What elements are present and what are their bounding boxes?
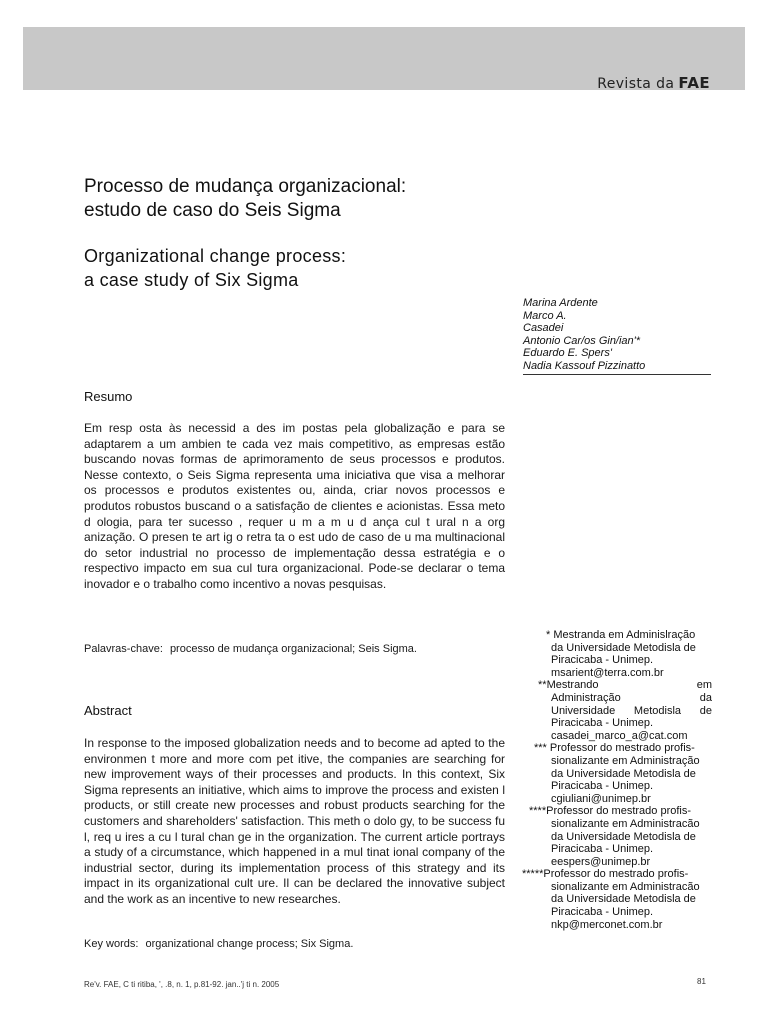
note-line: da Universidade Metodisla de: [551, 893, 696, 906]
note-mark: ***: [534, 742, 547, 755]
title-pt-line-2: estudo de caso do Seis Sigma: [84, 200, 341, 221]
note-line: Professor do mestrado profis-: [546, 805, 692, 818]
author-note: [522, 629, 712, 679]
author: Eduardo E. Spers': [523, 347, 612, 359]
note-line: da Universidade Metodisla de: [551, 641, 696, 654]
title-portuguese: [84, 175, 504, 223]
author-list: [523, 297, 711, 375]
keywords-label: Key words:: [84, 938, 139, 950]
note-line: sionalizante em Administracão: [551, 880, 700, 893]
author: Casadei: [523, 322, 564, 334]
note-email: cgiuliani@unimep.br: [551, 792, 651, 805]
resumo-text: Em resp osta às necessid a des im postas pela globalização e para se adaptarem a um ambien te cada vez mais competitivo, as empresas estão buscando novas formas de aprimoramento de seus processos e produtos. Nesse contexto, o Seis Sigma representa uma iniciativa que visa a melhorar os processos e produtos existentes ou, ainda, criar novos processos e produtos robustos buscand o a satisfação de clientes e acionistas. Essa meto d ologia, para ter sucesso , requer u m a m u d ança cul t ural n a org anização. O presen te art ig o retra ta o est udo de caso de u ma multinacional do setor industrial no processo de implementação dessa estratégia e o respectivo impacto em sua cul tura organizacional. Pode-se declarar o tema inovador e o trabalho como incentivo a novas pesquisas.: [84, 421, 505, 591]
note-email: eespers@unimep.br: [551, 855, 651, 868]
author: Marina Ardente: [523, 297, 598, 309]
abstract-text: In response to the imposed globalization needs and to become ad apted to the environmen t more and more com pet itive, the companies are searching for new improvement ways of their processes and products. In this context, Six Sigma represents an initiative, which aims to improve the process and existen l products, or still create new processes and robust products searching for the customers and shareholders' satisfaction. This meth o dolo gy, to be success fu l, req u ires a cu l tural chan ge in the organization. The current article portrays a study of a circumstance, which happened in a mul tinat ional company of the industrial sector, during its implementation process of this strategy and its impact in its organizational cult ure. Il can be declared the innovative subject and the work as an incentive to new researches.: [84, 736, 505, 906]
note-line: da Universidade Metodisla de: [551, 767, 696, 780]
keywords-value: processo de mudança organizacional; Seis Sigma.: [169, 643, 417, 655]
note-email: nkp@merconet.com.br: [551, 918, 663, 931]
footer-reference: Re'v. FAE, C ti ritiba, ', .8, n. 1, p.81-92. jan..'j ti n. 2005: [84, 980, 280, 989]
author-note: [522, 868, 712, 931]
page-number: 81: [697, 977, 706, 986]
author-note: [522, 679, 712, 742]
note-line: Professor do mestrado profis-: [549, 742, 695, 755]
author-notes: [522, 629, 712, 931]
keywords-label: Palavras-chave:: [84, 643, 163, 655]
note-mark: ****: [529, 805, 547, 818]
author-note: [522, 742, 712, 805]
note-line: sionalizante em Administracão: [551, 817, 700, 830]
note-line: Mestranda em Adminislração: [553, 629, 696, 641]
note-mark: **: [538, 679, 547, 692]
journal-prefix: Revista da: [597, 76, 675, 92]
note-line: Administração da: [551, 691, 712, 704]
note-line: Piracicaba - Unimep.: [551, 906, 654, 919]
note-line: Universidade Metodisla de: [551, 704, 712, 717]
note-line: Piracicaba - Unimep.: [551, 780, 654, 793]
author: Nadia Kassouf Pizzinatto: [523, 359, 646, 372]
note-line: sionalizante em Administração: [551, 754, 700, 767]
keywords-value: organizational change process; Six Sigma.: [145, 938, 354, 950]
author: Marco A.: [523, 309, 567, 322]
resumo-heading: Resumo: [84, 389, 133, 404]
title-english: [84, 244, 504, 292]
note-line: Piracicaba - Unimep.: [551, 843, 654, 856]
author: Antonio Car/os Gin/ian'*: [523, 334, 641, 347]
resumo-keywords: [84, 642, 505, 656]
journal-name: FAE: [678, 74, 710, 92]
journal-label: [597, 74, 710, 92]
note-line: Piracicaba - Unimep.: [551, 654, 654, 667]
title-pt-line-1: Processo de mudança organizacional:: [84, 176, 407, 197]
note-mark: *: [546, 629, 551, 641]
title-en-line-1: Organizational change process:: [84, 246, 347, 266]
abstract-heading: Abstract: [84, 703, 132, 718]
title-en-line-2: a case study of Six Sigma: [84, 270, 299, 290]
note-line: da Universidade Metodisla de: [551, 830, 696, 843]
note-line: Piracicaba - Unimep.: [551, 717, 654, 730]
abstract-keywords: [84, 937, 505, 951]
note-line: Mestrando em: [546, 679, 712, 692]
author-note: [522, 805, 712, 868]
note-mark: *****: [522, 868, 544, 881]
note-email: casadei_marco_a@cat.com: [551, 729, 688, 742]
note-email: msarient@terra.com.br: [551, 666, 664, 679]
note-line: Professor do mestrado profis-: [543, 868, 689, 881]
